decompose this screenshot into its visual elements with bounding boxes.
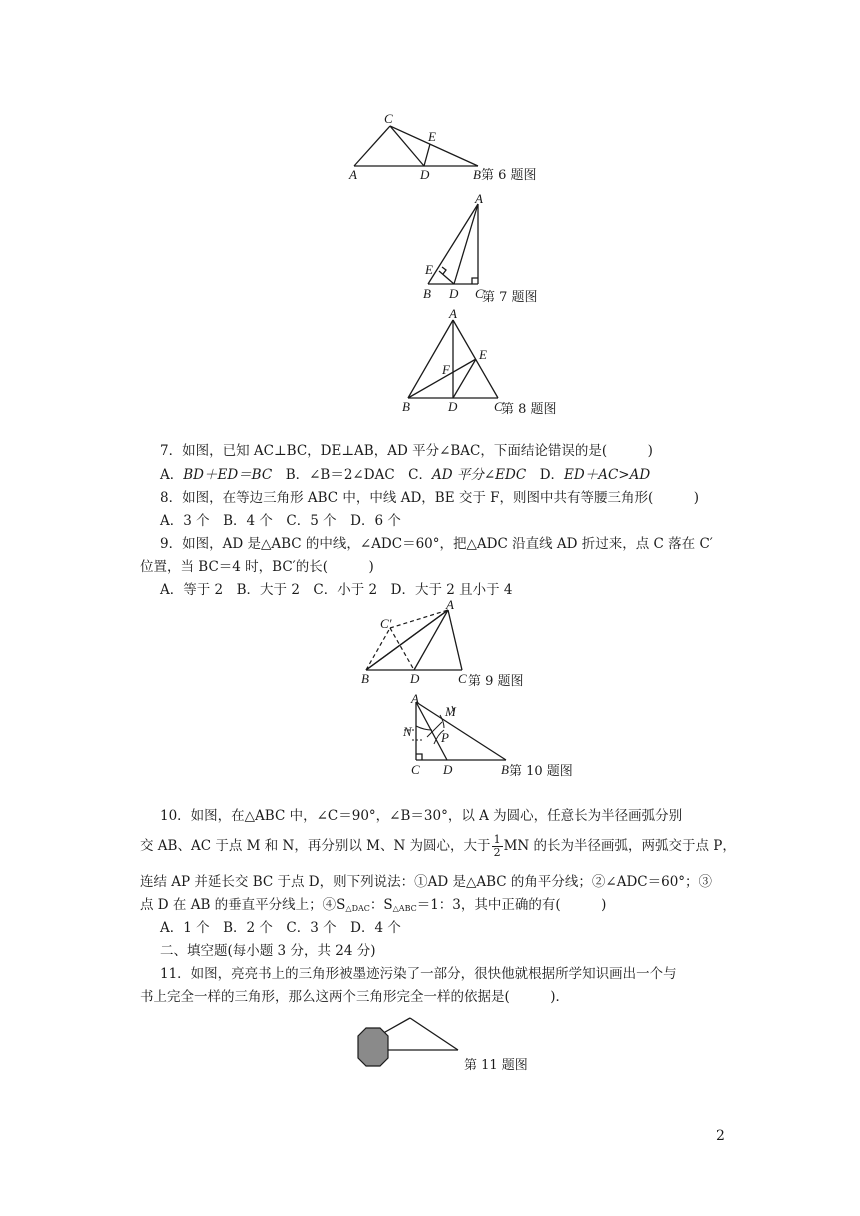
question-9-line1: 9．如图，AD 是△ABC 的中线，∠ADC＝60°，把△ADC 沿直线 AD 折过来，点 C 落在 C′ (160, 536, 713, 552)
question-11-line2: 书上完全一样的三角形，那么这两个三角形完全一样的依据是( )． (140, 989, 570, 1005)
label-P: P (441, 730, 449, 745)
figure-10 (400, 692, 600, 780)
label-C: C (458, 671, 467, 686)
question-10-options: A．1 个 B．2 个 C．3 个 D．4 个 (160, 920, 401, 936)
option-c-text: AD 平分∠EDC (432, 467, 527, 483)
figure-8-caption: 第 8 题图 (501, 402, 557, 417)
option-b-label: B． (285, 467, 310, 483)
option-d-text: ED＋AC>AD (564, 467, 651, 483)
question-8-stem: 8．如图，在等边三角形 ABC 中，中线 AD，BE 交于 F，则图中共有等腰三角形( ) (160, 490, 700, 506)
figure-9-caption: 第 9 题图 (468, 674, 524, 689)
subscript-dac: △DAC (345, 904, 370, 913)
figure-6 (340, 108, 570, 188)
label-E: E (479, 347, 487, 362)
question-10-line4-mid: ：S (369, 897, 393, 913)
label-N: N (403, 724, 412, 739)
label-C: C (384, 111, 393, 126)
subscript-abc: △ABC (392, 904, 417, 913)
figure-9 (352, 598, 582, 690)
figure-7 (414, 192, 584, 304)
option-a-text: BD＋ED＝BC (183, 467, 273, 483)
label-C: C (411, 762, 420, 777)
label-E: E (425, 262, 433, 277)
figure-7-caption: 第 7 题图 (482, 290, 538, 305)
label-D: D (449, 286, 459, 301)
question-9-options: A．等于 2 B．大于 2 C．小于 2 D．大于 2 且小于 4 (160, 582, 513, 598)
figure-11-caption: 第 11 题图 (464, 1058, 528, 1073)
label-D: D (420, 167, 430, 182)
label-D: D (448, 399, 458, 414)
figure-10-caption: 第 10 题图 (509, 764, 573, 779)
label-A: A (446, 597, 454, 612)
option-c-label: C． (408, 467, 432, 483)
ink-blot (358, 1028, 388, 1066)
question-7-stem: 7．如图，已知 AC⊥BC，DE⊥AB，AD 平分∠BAC，下面结论错误的是( ) (160, 443, 653, 459)
fraction-denominator: 2 (493, 846, 501, 859)
label-C-prime: C′ (380, 616, 392, 631)
label-E: E (428, 129, 436, 144)
fraction-numerator: 1 (493, 833, 501, 846)
label-M: M (445, 704, 456, 719)
figure-11 (352, 1016, 552, 1076)
question-10-line2 (140, 834, 736, 859)
label-A: A (449, 306, 457, 321)
question-10-line4-pre: 点 D 在 AB 的垂直平分线上；④S (140, 897, 346, 913)
figure-8 (390, 306, 590, 418)
label-C: C (494, 399, 503, 414)
label-A: A (349, 167, 357, 182)
label-B: B (423, 286, 431, 301)
fraction-one-half (492, 834, 503, 859)
question-10-line4 (140, 895, 606, 919)
figure-9-diagram (352, 598, 582, 690)
option-d-label: D． (539, 467, 565, 483)
label-F: F (442, 362, 450, 377)
label-B: B (402, 399, 410, 414)
question-10-line2-post: MN 的长为半径画弧，两弧交于点 P， (503, 838, 736, 854)
label-C: C (475, 286, 484, 301)
question-10-line4-post: ＝1：3，其中正确的有( ) (416, 897, 607, 913)
question-7-options (160, 465, 650, 485)
option-a-label: A． (160, 467, 184, 483)
question-11-line1: 11．如图，亮亮书上的三角形被墨迹污染了一部分，很快他就根据所学知识画出一个与 (160, 966, 677, 982)
question-8-options: A．3 个 B．4 个 C．5 个 D．6 个 (160, 513, 401, 529)
label-B: B (501, 762, 509, 777)
figure-8-diagram (390, 306, 590, 418)
label-A: A (411, 691, 419, 706)
section-2-heading: 二、填空题(每小题 3 分，共 24 分) (160, 943, 376, 959)
label-A: A (475, 191, 483, 206)
question-10-line2-pre: 交 AB、AC 于点 M 和 N，再分别以 M、N 为圆心，大于 (140, 838, 491, 854)
question-10-line1: 10．如图，在△ABC 中，∠C＝90°，∠B＝30°，以 A 为圆心，任意长为半径画弧分别 (160, 808, 683, 824)
label-B: B (361, 671, 369, 686)
question-10-line3: 连结 AP 并延长交 BC 于点 D，则下列说法：①AD 是△ABC 的角平分线；②∠ADC＝60°；③ (140, 874, 713, 890)
label-D: D (443, 762, 453, 777)
label-D: D (410, 671, 420, 686)
page-number: 2 (716, 1128, 725, 1144)
option-b-text: ∠B＝2∠DAC (309, 467, 395, 483)
label-B: B (473, 167, 481, 182)
figure-6-caption: 第 6 题图 (481, 168, 537, 183)
question-9-line2: 位置，当 BC＝4 时，BC′的长( ) (140, 559, 374, 575)
